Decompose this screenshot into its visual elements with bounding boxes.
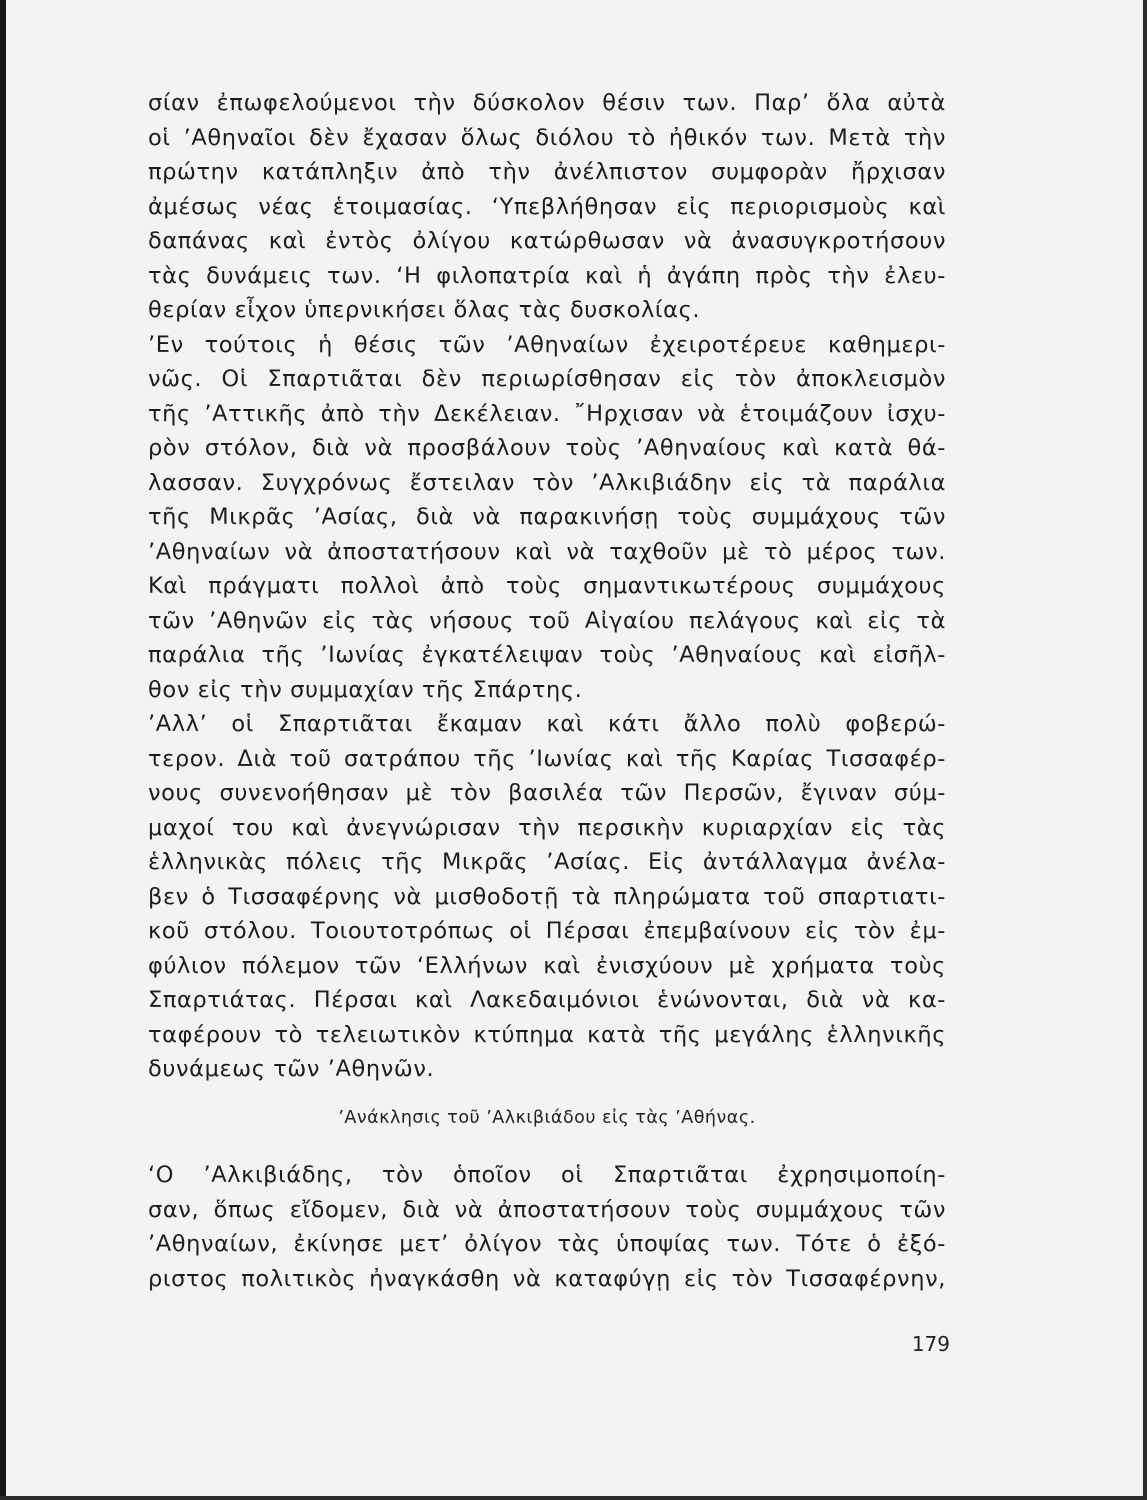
text-line: τὰς δυνάμεις των. ‘Η φιλοπατρία καὶ ἡ ἀγάπη πρὸς τὴν ἐλευ- [148, 262, 946, 289]
text-line: κοῦ στόλου. Τοιουτοτρόπως οἱ Πέρσαι ἐπεμβαίνουν εἰς τὸν ἐμ- [148, 918, 946, 944]
text-line: τῆς Μικρᾶς ’Ασίας, διὰ νὰ παρακινήσῃ τοὺς συμμάχους τῶν [148, 504, 946, 530]
text-line: ταφέρουν τὸ τελειωτικὸν κτύπημα κατὰ τῆς μεγάλης ἑλληνικῆς [148, 1021, 946, 1048]
text-line: Καὶ πράγματι πολλοὶ ἀπὸ τοὺς σημαντικωτέρους συμμάχους [148, 573, 946, 599]
text-line: σίαν ἐπωφελούμενοι τὴν δύσκολον θέσιν των. Παρ’ ὅλα αὐτὰ [148, 90, 946, 116]
scan-border-right [1143, 0, 1147, 1500]
body-text-top [148, 86, 946, 1087]
text-line: φύλιον πόλεμον τῶν ‘Ελλήνων καὶ ἐνισχύουν μὲ χρήματα τοὺς [148, 952, 946, 979]
text-line: ‘Ο ’Αλκιβιάδης, τὸν ὁποῖον οἱ Σπαρτιᾶται ἐχρησιμοποίη- [148, 1162, 946, 1188]
page-number: 179 [911, 1332, 950, 1356]
text-line: βεν ὁ Τισσαφέρνης νὰ μισθοδοτῇ τὰ πληρώματα τοῦ σπαρτιατι- [148, 883, 946, 910]
text-line: ’Αθηναίων νὰ ἀποστατήσουν καὶ νὰ ταχθοῦν μὲ τὸ μέρος των. [148, 538, 946, 565]
text-line: τῶν ’Αθηνῶν εἰς τὰς νήσους τοῦ Αἰγαίου πελάγους καὶ εἰς τὰ [148, 607, 946, 634]
text-line: ριστος πολιτικὸς ἠναγκάσθη νὰ καταφύγῃ εἰς τὸν Τισσαφέρνην, [148, 1265, 946, 1292]
scan-border-left [0, 0, 6, 1500]
scan-border-bottom [0, 1496, 1147, 1500]
text-line: ’Αθηναίων, ἐκίνησε μετ’ ὀλίγον τὰς ὑποψίας των. Τότε ὁ ἐξό- [148, 1231, 946, 1257]
text-line: τῆς ’Αττικῆς ἀπὸ τὴν Δεκέλειαν. ῎Ηρχισαν νὰ ἑτοιμάζουν ἰσχυ- [148, 400, 946, 427]
body-text-bottom [148, 1158, 946, 1296]
text-line: ρὸν στόλον, διὰ νὰ προσβάλουν τοὺς ’Αθηναίους καὶ κατὰ θά- [148, 435, 946, 461]
text-line: δαπάνας καὶ ἐντὸς ὀλίγου κατώρθωσαν νὰ ἀνασυγκροτήσουν [148, 228, 946, 254]
text-line: ἀμέσως νέας ἑτοιμασίας. ‘Υπεβλήθησαν εἰς περιορισμοὺς καὶ [148, 193, 946, 220]
text-line: νῶς. Οἱ Σπαρτιᾶται δὲν περιωρίσθησαν εἰς τὸν ἀποκλεισμὸν [148, 366, 946, 392]
text-line: ’Εν τούτοις ἡ θέσις τῶν ’Αθηναίων ἐχειροτέρευε καθημερι- [148, 331, 946, 358]
text-line: δυνάμεως τῶν ’Αθηνῶν. [148, 1056, 435, 1082]
text-line: λασσαν. Συγχρόνως ἔστειλαν τὸν ’Αλκιβιάδην εἰς τὰ παράλια [148, 469, 946, 496]
text-line: παράλια τῆς ’Ιωνίας ἐγκατέλειψαν τοὺς ’Αθηναίους καὶ εἰσῆλ- [148, 642, 946, 668]
text-line: οἱ ’Αθηναῖοι δὲν ἔχασαν ὅλως διόλου τὸ ἠθικόν των. Μετὰ τὴν [148, 124, 946, 151]
text-line: νους συνενοήθησαν μὲ τὸν βασιλέα τῶν Περσῶν, ἔγιναν σύμ- [148, 780, 946, 806]
text-line: θον εἰς τὴν συμμαχίαν τῆς Σπάρτης. [148, 676, 583, 703]
text-line: πρώτην κατάπληξιν ἀπὸ τὴν ἀνέλπιστον συμφορὰν ἤρχισαν [148, 159, 946, 185]
text-line: τερον. Διὰ τοῦ σατράπου τῆς ’Ιωνίας καὶ τῆς Καρίας Τισσαφέρ- [148, 745, 946, 772]
text-line: ’Αλλ’ οἱ Σπαρτιᾶται ἔκαμαν καὶ κάτι ἄλλο πολὺ φοβερώ- [148, 711, 946, 737]
text-line: μαχοί του καὶ ἀνεγνώρισαν τὴν περσικὴν κυριαρχίαν εἰς τὰς [148, 814, 946, 841]
section-heading: ’Ανάκλησις τοῦ ’Αλκιβιάδου εἰς τὰς ’Αθήνας. [338, 1108, 756, 1128]
text-line: ἑλληνικὰς πόλεις τῆς Μικρᾶς ’Ασίας. Εἰς ἀντάλλαγμα ἀνέλα- [148, 849, 946, 875]
text-line: σαν, ὅπως εἴδομεν, διὰ νὰ ἀποστατήσουν τοὺς συμμάχους τῶν [148, 1196, 946, 1223]
text-line: θερίαν εἶχον ὑπερνικήσει ὅλας τὰς δυσκολίας. [148, 297, 701, 323]
text-line: Σπαρτιάτας. Πέρσαι καὶ Λακεδαιμόνιοι ἑνώνονται, διὰ νὰ κα- [148, 987, 946, 1013]
